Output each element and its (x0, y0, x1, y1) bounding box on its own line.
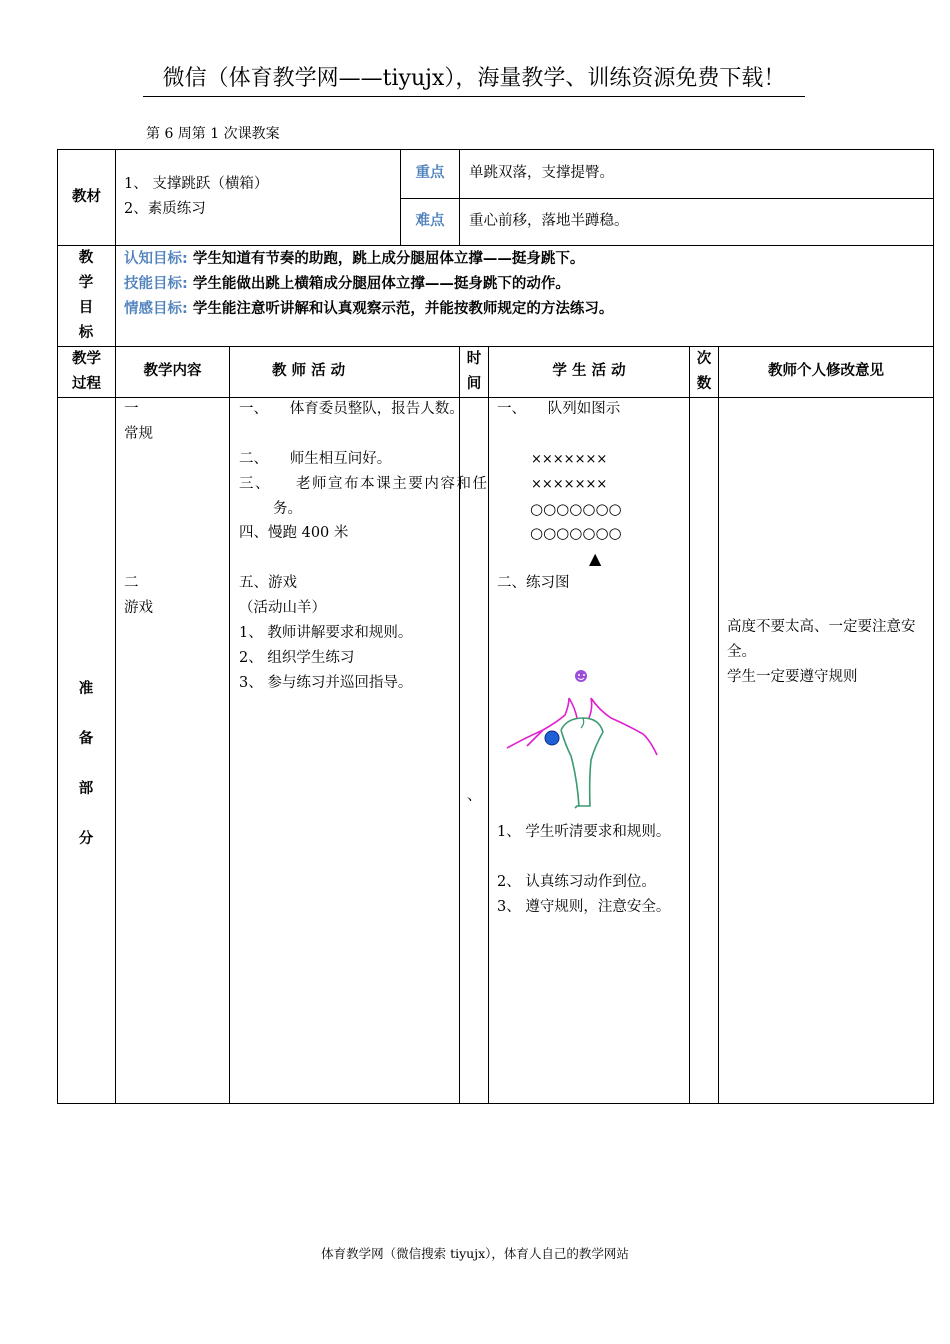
lesson-title: 第 6 周第 1 次课教案 (146, 126, 280, 142)
difficulty-label: 难点 (415, 213, 445, 229)
student-activity-4: 2、 认真练习动作到位。 (497, 874, 656, 890)
teacher-position-marker: ▲ (589, 549, 602, 568)
teacher-activity-3: 三、 老师宣布本课主要内容和任务。 (239, 476, 487, 517)
teacher-activity-6: （活动山羊） (239, 600, 326, 616)
prep-section-label: 准 备 部 分 (78, 681, 94, 847)
teacher-note-1: 高度不要太高、一定要注意安全。 (727, 619, 916, 660)
goal-cognitive-label: 认知目标: (124, 251, 188, 267)
student-activity-5: 3、 遵守规则，注意安全。 (497, 899, 671, 915)
content-part2-num: 二 (124, 575, 139, 591)
goal-affective (124, 297, 613, 322)
formation-row-4: ○○○○○○○ (530, 524, 622, 542)
goal-affective-text: 学生能注意听讲解和认真观察示范，并能按教师规定的方法练习。 (192, 301, 614, 317)
student-activity-2: 二、练习图 (497, 575, 570, 591)
content-part1-num: 一 (124, 401, 139, 417)
difficulty-text: 重心前移，落地半蹲稳。 (469, 213, 629, 229)
page-footer: 体育教学网（微信搜索 tiyujx），体育人自己的教学网站 (321, 1246, 629, 1261)
material-item-2: 2、素质练习 (124, 201, 206, 217)
content-part2-name: 游戏 (124, 600, 153, 616)
goal-skill-label: 技能目标: (124, 276, 188, 292)
goal-skill-text: 学生能做出跳上横箱成分腿屈体立撑——挺身跳下的动作。 (192, 276, 570, 292)
header-content: 教学内容 (143, 363, 202, 379)
formation-row-3: ○○○○○○○ (530, 500, 622, 518)
goal-skill (124, 272, 570, 297)
goal-cognitive-text: 学生知道有节奏的助跑，跳上成分腿屈体立撑——挺身跳下。 (192, 251, 585, 267)
teacher-activity-1: 一、 体育委员整队，报告人数。 (239, 401, 464, 417)
header-student: 学 生 活 动 (552, 363, 626, 379)
formation-row-1: ××××××× (531, 452, 608, 467)
header-process: 教学 过程 (72, 351, 101, 392)
header-time: 时 间 (466, 351, 482, 392)
teacher-activity-2: 二、 师生相互问好。 (239, 451, 392, 467)
goal-affective-label: 情感目标: (124, 301, 188, 317)
formation-row-2: ××××××× (531, 477, 608, 492)
key-point-text: 单跳双落，支撑提臀。 (469, 165, 614, 181)
goal-cognitive (124, 247, 584, 272)
teacher-activity-5: 五、游戏 (239, 575, 297, 591)
goals-label: 教 学 目 标 (78, 250, 94, 341)
practice-diagram (495, 660, 675, 820)
header-notes: 教师个人修改意见 (768, 363, 884, 379)
key-point-label: 重点 (415, 165, 445, 181)
content-part1-name: 常规 (124, 426, 153, 442)
student-activity-1: 一、 队列如图示 (497, 401, 621, 417)
teacher-activity-9: 3、 参与练习并巡回指导。 (239, 675, 413, 691)
time-mark: 、 (467, 788, 482, 804)
student-activity-3: 1、 学生听清要求和规则。 (497, 824, 671, 840)
ball-icon (545, 731, 559, 745)
header-teacher: 教 师 活 动 (272, 363, 346, 379)
page-header: 微信（体育教学网——tiyujx），海量教学、训练资源免费下载！ (143, 62, 805, 97)
teacher-activity-4: 四、慢跑 400 米 (239, 525, 349, 541)
material-item-1: 1、 支撑跳跃（横箱） (124, 176, 269, 192)
teacher-activity-8: 2、 组织学生练习 (239, 650, 355, 666)
teacher-note-2: 学生一定要遵守规则 (727, 669, 858, 685)
teacher-activity-7: 1、 教师讲解要求和规则。 (239, 625, 413, 641)
header-count: 次 数 (696, 351, 712, 392)
material-label: 教材 (72, 189, 101, 205)
face-icon (575, 670, 587, 682)
body-outline (561, 718, 603, 808)
